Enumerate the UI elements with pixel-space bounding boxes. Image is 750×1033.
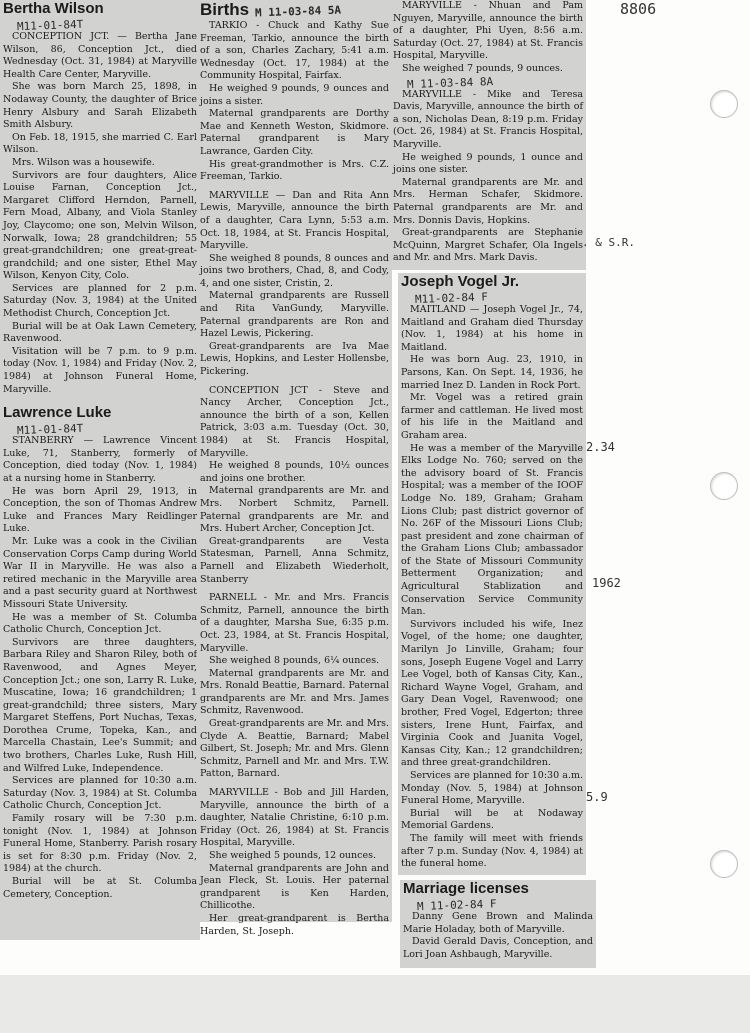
births-para: Maternal grandparents are Russell and Rita VanGundy, Maryville. Paternal grandparents are Ron and Hazel Lewis, Pickering. (200, 290, 389, 340)
vogel-para: Mr. Vogel was a retired grain farmer and cattleman. He lived most of his life in the Maitland and Graham area. (401, 392, 583, 441)
births-para: His great-grandmother is Mrs. C.Z. Freeman, Tarkio. (200, 158, 389, 183)
wilson-body (3, 31, 197, 396)
wilson-para: She was born March 25, 1898, in Nodaway County, the daughter of Brice Henry Alsbury and Sarah Elizabeth Smith Alsbury. (3, 81, 197, 131)
births-para: TARKIO - Chuck and Kathy Sue Freeman, Tarkio, announce the birth of a son, Charles Zachary, 5:41 a.m. Wednesday (Oct. 17, 1984) at the Community Hospital, Fairfax. (200, 20, 389, 82)
punch-hole-middle (710, 472, 738, 500)
wilson-headline: Bertha Wilson (3, 0, 104, 17)
marriage-headline: Marriage licenses (403, 880, 529, 897)
luke-handwritten-code: M11-01-84T (16, 422, 84, 438)
wilson-para: Mrs. Wilson was a housewife. (12, 156, 155, 168)
births-body (200, 20, 389, 938)
births-para: Great-grandparents are Vesta Statesman, Parnell, Anna Schmitz, Parnell and Elizabeth Wiederholt, Stanberry (200, 535, 389, 585)
births-para: Great-grandparents are Mr. and Mrs. Clyde A. Beattie, Barnard; Mabel Gilbert, St. Joseph; Mr. and Mrs. Glenn Schmitz, Parnell and Mr. and Mrs. T.W. Patton, Barnard. (200, 718, 389, 780)
births-title: Births (200, 0, 250, 19)
column-vogel-obituary (398, 273, 586, 875)
wilson-handwritten-code: M11-01-84T (16, 17, 84, 34)
margin-note-1: 2.34 (586, 440, 615, 454)
births2-para: MARYVILLE - Mike and Teresa Davis, Maryville, announce the birth of a son, Nicholas Dean, 8:19 p.m. Friday (Oct. 26, 1984) at St. Francis Hospital, Maryville. (393, 88, 583, 150)
luke-para: He was a member of St. Columba Catholic Church, Conception Jct. (3, 611, 197, 636)
column-marriage-licenses (400, 880, 596, 968)
vogel-para: The family will meet with friends after 7 p.m. Sunday (Nov. 4, 1984) at the funeral home. (401, 832, 583, 870)
births-para: She weighed 8 pounds, 8 ounces and joins two brothers, Chad, 8, and Cody, 4, and one sister, Cristin, 2. (200, 252, 389, 289)
births-para: Maternal grandparents are Mr. and Mrs. Ronald Beattie, Barnard. Paternal grandparents are Mr. and Mrs. James Schmitz, Ravenwood. (200, 667, 389, 717)
wilson-para: Survivors are four daughters, Alice Louise Farnan, Conception Jct., Margaret Clifford Herndon, Parnell, Fern Moad, Albany, and Viola Stanley Joy, Claycomo; one son, Melvin Wilson, Norwalk, Iowa; 28 grandchildren; 55 great-grandchildren; one great-great-grandchild; and one sister, Ethel May Wilson, Kenyon City, Colo. (3, 169, 197, 282)
vogel-para: He was born Aug. 23, 1910, in Parsons, Kan. On Sept. 14, 1936, he married Inez D. Landen in Rock Port. (401, 354, 583, 391)
luke-para: Burial will be at St. Columba Cemetery, Conception. (3, 876, 197, 900)
column-obituaries-left (0, 0, 200, 940)
punch-hole-top (710, 90, 738, 118)
margin-note-grants: . & S.R. (582, 236, 635, 249)
marriage-para: David Gerald Davis, Conception, and Lori Joan Ashbaugh, Maryville. (403, 936, 593, 960)
wilson-para: Visitation will be 7 p.m. to 9 p.m. today (Nov. 1, 1984) and Friday (Nov. 2, 1984) at Johnson Funeral Home, Maryville. (3, 345, 197, 395)
wilson-para: Services are planned for 2 p.m. Saturday (Nov. 3, 1984) at the United Methodist Church, Conception Jct. (3, 282, 197, 320)
wilson-para: On Feb. 18, 1915, she married C. Earl Wilson. (3, 131, 197, 156)
births2-handwritten-code: M 11-03-84 8A (406, 74, 494, 91)
births2-para: Great-grandparents are Stephanie McQuinn, Margret Schafer, Ola Ingels and Mr. and Mrs. Mark Davis. (393, 227, 583, 264)
vogel-para: Burial will be at Nodaway Memorial Gardens. (401, 807, 583, 832)
births-para: CONCEPTION JCT - Steve and Nancy Archer, Conception Jct., announce the birth of a son, Kellen Patrick, 3:03 a.m. Tuesday (Oct. 30, 1984) at St. Francis Hospital, Maryville. (200, 384, 389, 459)
luke-para: Mr. Luke was a cook in the Civilian Conservation Corps Camp during World War II in Maryville. He was also a retired mechanic in the Maryville area and a past security guard at Northwest Missouri State University. (3, 535, 197, 610)
births-para: Her great-grandparent is Bertha Harden, St. Joseph. (200, 912, 389, 937)
births-para: Maternal grandparents are Mr. and Mrs. Norbert Schmitz, Parnell. Paternal grandparents are Mr. and Mrs. Hubert Archer, Conception Jct. (200, 485, 389, 535)
births-para: She weighed 5 pounds, 12 ounces. (209, 850, 376, 861)
luke-para: He was born April 29, 1913, in Conception, the son of Thomas Andrew Luke and Frances Mary Reidlinger Luke. (3, 485, 197, 535)
luke-body (3, 435, 197, 901)
vogel-para: Services are planned for 10:30 a.m. Monday (Nov. 5, 1984) at Johnson Funeral Home, Maryville. (401, 769, 583, 807)
births-para: MARYVILLE — Dan and Rita Ann Lewis, Maryville, announce the birth of a daughter, Cara Lynn, 5:53 a.m. Oct. 18, 1984, at St. Francis Hospital, Maryville. (200, 189, 389, 252)
marriage-para: Danny Gene Brown and Malinda Marie Holaday, both of Maryville. (403, 911, 593, 935)
births-headline (200, 0, 389, 19)
births-para: MARYVILLE - Bob and Jill Harden, Maryville, announce the birth of a daughter, Natalie Christine, 6:10 p.m. Friday (Oct. 26, 1984) at St. Francis Hospital, Maryville. (200, 787, 389, 849)
vogel-headline: Joseph Vogel Jr. (401, 273, 520, 290)
luke-para: Services are planned for 10:30 a.m. Saturday (Nov. 3, 1984) at St. Columba Catholic Church, Conception Jct. (3, 775, 197, 812)
margin-note-3: 5.9 (586, 790, 608, 804)
births-para: He weighed 8 pounds, 10½ ounces and joins one brother. (200, 460, 389, 484)
births2-para: She weighed 7 pounds, 9 ounces. (402, 62, 563, 74)
vogel-para: Survivors included his wife, Inez Vogel, of the home; one daughter, Marilyn Jo Linville, Graham; four sons, Joseph Eugene Vogel and Larry Lee Vogel, both of Kansas City, Kan., Richard Wayne Vogel, Graham, and Gary Dean Vogel, Ravenwood; one brother, Fred Vogel, Edgerton; three sisters, Irene Hunt, Fairfax, and Virginia Cook and Juanita Vogel, Kansas City, Kan.; 12 grandchildren; and three great-grandchildren. (401, 618, 583, 769)
column-births-continued (390, 0, 586, 270)
margin-note-2: 1962 (592, 576, 621, 590)
luke-para: Family rosary will be 7:30 p.m. tonight (Nov. 1, 1984) at Johnson Funeral Home, Stanberry. Parish rosary is set for 8:30 p.m. Friday (Nov. 2, 1984) at the church. (3, 813, 197, 875)
wilson-para: Burial will be at Oak Lawn Cemetery, Ravenwood. (3, 320, 197, 345)
births-para: Great-grandparents are Iva Mae Lewis, Hopkins, and Lester Hollensbe, Pickering. (200, 340, 389, 378)
vogel-para: MAITLAND — Joseph Vogel Jr., 74, Maitland and Graham died Thursday (Nov. 1, 1984) at his home in Maitland. (401, 304, 583, 353)
marriage-handwritten-code: M 11-02-84 F (416, 897, 497, 914)
column-births (197, 0, 392, 937)
births2-para: MARYVILLE - Nhuan and Pam Nguyen, Maryville, announce the birth of a daughter, Phi Uyen, 8:56 a.m. Saturday (Oct. 27, 1984) at St. Francis Hospital, Maryville. (393, 0, 583, 62)
births-para: He weighed 9 pounds, 9 ounces and joins a sister. (200, 82, 389, 107)
births2-para: Maternal grandparents are Mr. and Mrs. Herman Schafer, Skidmore. Paternal grandparents are Mr. and Mrs. Donnis Davis, Hopkins. (393, 176, 583, 226)
page-number: 8806 (620, 0, 657, 18)
births-para: She weighed 8 pounds, 6¼ ounces. (209, 655, 380, 667)
births2-para: He weighed 9 pounds, 1 ounce and joins one sister. (393, 151, 583, 176)
luke-para: Survivors are three daughters, Barbara Riley and Sharon Riley, both of Ravenwood, and Agnes Meyer, Conception Jct.; one son, Larry R. Luke, Muscatine, Iowa; 16 grandchildren; 1 great-grandchild; three sisters, Mary Margaret Steffens, Port Nuchas, Texas, Dorothea Crume, Topeka, Kan., and Marcella Chastain, Lee's Summit; and two brothers, Charles Luke, Rush Hill, and Wilfred Luke, Independence. (3, 636, 197, 774)
luke-para: STANBERRY — Lawrence Vincent Luke, 71, Stanberry, formerly of Conception, died today (Nov. 1, 1984) at a nursing home in Stanberry. (3, 435, 197, 484)
births-para: PARNELL - Mr. and Mrs. Francis Schmitz, Parnell, announce the birth of a daughter, Marsha Sue, 6:35 p.m. Oct. 23, 1984, at St. Francis Hospital, Maryville. (200, 592, 389, 654)
vogel-handwritten-code: M11-02-84 F (414, 290, 489, 306)
births-para: Maternal grandparents are Dorthy Mae and Kenneth Weston, Skidmore. Paternal grandparent is Mary Lawrance, Garden City. (200, 108, 389, 157)
luke-headline: Lawrence Luke (3, 404, 112, 422)
scanner-bed-strip (0, 975, 750, 1033)
vogel-para: He was a member of the Maryville Elks Lodge No. 760; served on the the advisory board of St. Francis Hospital; was a member of the IOOF Lodge No. 189, Graham; Graham Lions Club; past district governor of No. 26F of the Missouri Lions Club; past president and zone chairman of the Graham Lions Club; ambassador of the State of Missouri Community Betterment Organization; and Agricultural Stablization and Conservation Service Community Man. (401, 442, 583, 618)
births-para: Maternal grandparents are John and Jean Fleck, St. Louis. Her paternal grandparent is Ken Harden, Chillicothe. (200, 862, 389, 912)
wilson-para: CONCEPTION JCT. — Bertha Jane Wilson, 86, Conception Jct., died Wednesday (Oct. 31, 1984) at Maryville Health Care Center, Maryville. (3, 31, 197, 80)
punch-hole-bottom (710, 850, 738, 878)
births-handwritten-code: M 11-03-84 5A (254, 3, 342, 20)
